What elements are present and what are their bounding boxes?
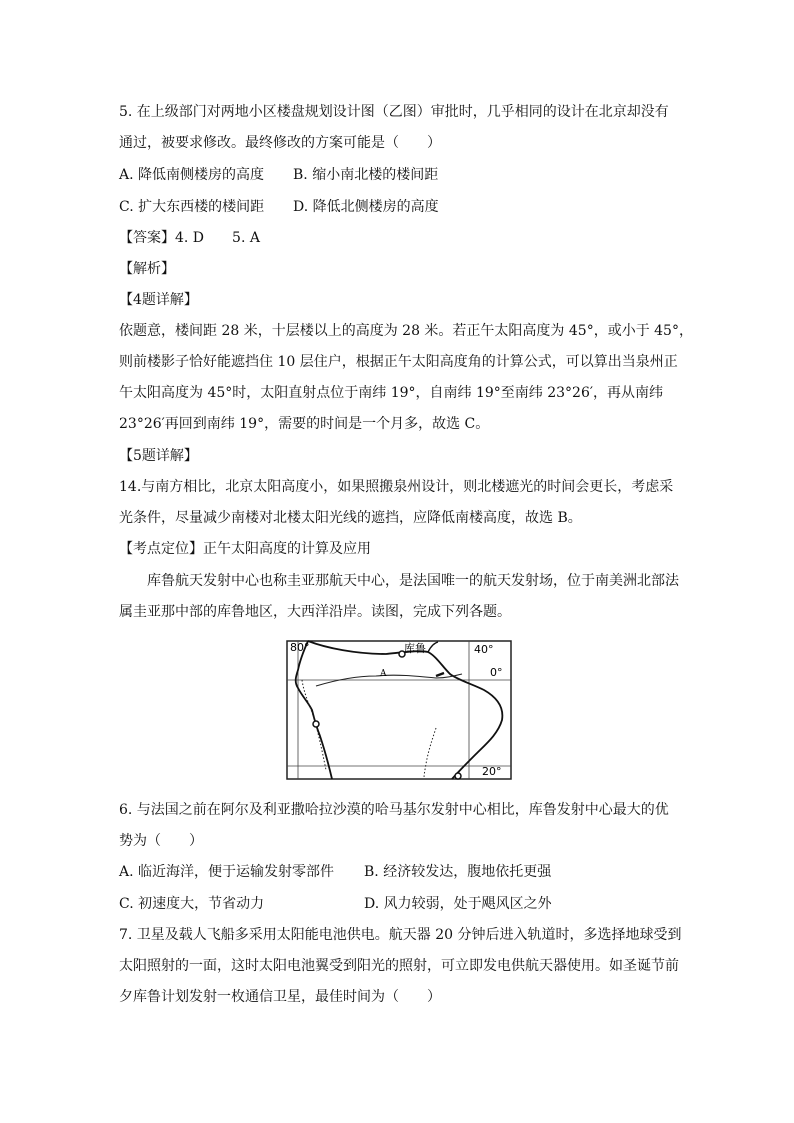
q5-option-a: A. 降低南侧楼房的高度	[119, 167, 265, 183]
label-lon-80: 80°	[290, 641, 310, 654]
q7-stem-line1: 7. 卫星及载人飞船多采用太阳能电池供电。航天器 20 分钟后进入轨道时，多选择地球受到	[119, 927, 682, 943]
q5-stem-line2: 通过，被要求修改。最终修改的方案可能是（ ）	[119, 135, 441, 151]
q6-option-a: A. 临近海洋，便于运输发射零部件	[119, 864, 335, 880]
q5-option-c: C. 扩大东西楼的楼间距	[119, 199, 265, 215]
label-lat-20: 20°	[482, 765, 502, 778]
q5-stem-line1: 5. 在上级部门对两地小区楼盘规划设计图（乙图）审批时，几乎相同的设计在北京却没有	[119, 104, 669, 120]
q4-detail-line4: 23°26′再回到南纬 19°，需要的时间是一个月多，故选 C。	[119, 416, 490, 432]
label-kourou: 库鲁	[404, 642, 426, 655]
label-lat-0: 0°	[490, 666, 503, 679]
label-a: A	[380, 669, 387, 679]
map-frame	[287, 641, 511, 779]
q6-stem-line2: 势为（ ）	[119, 833, 203, 849]
q4-detail-line1: 依题意，楼间距 28 米，十层楼以上的高度为 28 米。若正午太阳高度为 45°，或小于 45°，	[119, 323, 693, 339]
q4-detail-line3: 午太阳高度为 45°时，太阳直射点位于南纬 19°，自南纬 19°至南纬 23°26′，再从南纬	[119, 385, 664, 401]
q6-option-b: B. 经济较发达，腹地依托更强	[364, 864, 552, 880]
q7-stem-line3: 夕库鲁计划发射一枚通信卫星，最佳时间为（ ）	[119, 989, 441, 1005]
q4-detail-heading: 【4题详解】	[119, 292, 198, 308]
south-america-map	[286, 640, 512, 780]
q4-detail-line2: 则前楼影子恰好能遮挡住 10 层住户，根据正午太阳高度角的计算公式，可以算出当泉州正	[119, 354, 678, 370]
q6-option-d: D. 风力较弱，处于飓风区之外	[364, 896, 552, 912]
q5-option-d: D. 降低北侧楼房的高度	[293, 199, 439, 215]
q7-stem-line2: 太阳照射的一面，这时太阳电池翼受到阳光的照射，可立即发电供航天器使用。如圣诞节前	[119, 958, 679, 974]
answer-line: 【答案】4. D 5. A	[119, 230, 260, 246]
q5-detail-heading: 【5题详解】	[119, 448, 198, 464]
q5-detail-line2: 光条件，尽量减少南楼对北楼太阳光线的遮挡，应降低南楼高度，故选 B。	[119, 510, 582, 526]
q6-option-c: C. 初速度大，节省动力	[119, 896, 265, 912]
south-marker	[455, 773, 461, 779]
intro-line1: 库鲁航天发射中心也称圭亚那航天中心，是法国唯一的航天发射场，位于南美洲北部法	[147, 573, 679, 589]
label-lon-40: 40°	[474, 643, 494, 656]
analysis-heading: 【解析】	[119, 261, 175, 277]
intro-line2: 属圭亚那中部的库鲁地区，大西洋沿岸。读图，完成下列各题。	[119, 604, 511, 620]
q5-option-b: B. 缩小南北楼的楼间距	[293, 167, 439, 183]
kaodian-line: 【考点定位】正午太阳高度的计算及应用	[119, 541, 371, 557]
q6-stem-line1: 6. 与法国之前在阿尔及利亚撒哈拉沙漠的哈马基尔发射中心相比，库鲁发射中心最大的优	[119, 802, 669, 818]
q5-detail-line1: 14.与南方相比，北京太阳高度小，如果照搬泉州设计，则北楼遮光的时间会更长，考虑采	[119, 479, 674, 495]
west-marker	[313, 721, 319, 727]
